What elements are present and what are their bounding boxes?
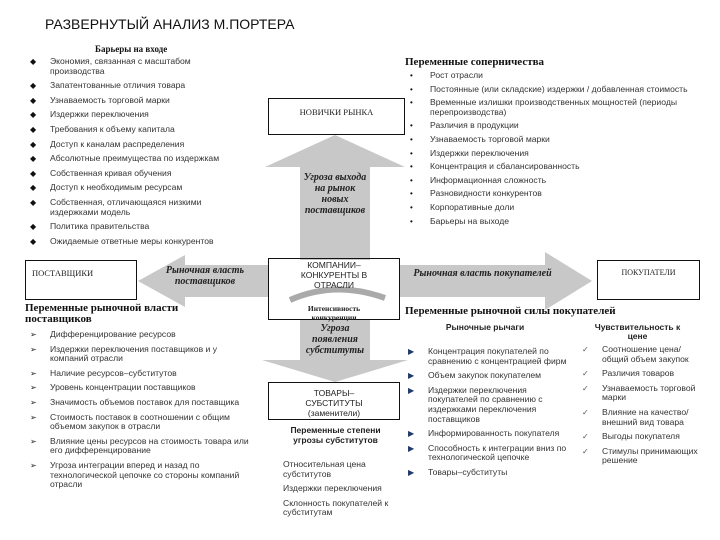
bullet-icon: ➢ — [30, 344, 37, 354]
list-item-text: Влияние цены ресурсов на стоимость товара или его дифференцирование — [50, 435, 249, 456]
barriers-list — [30, 57, 245, 251]
list-item — [30, 383, 250, 393]
list-item — [410, 189, 710, 199]
price-sensitivity-heading: Чувствительность к цене — [594, 322, 681, 341]
list-item — [408, 468, 578, 478]
bullet-icon: ▶ — [408, 467, 415, 477]
bullet-icon: • — [410, 175, 413, 185]
page-title: РАЗВЕРНУТЫЙ АНАЛИЗ М.ПОРТЕРА — [45, 16, 295, 32]
list-item-text: Требования к объему капитала — [50, 123, 175, 134]
entry-arrow-label: Угроза выхода на рынок новых поставщиков — [303, 172, 367, 216]
bullet-icon: ➢ — [30, 368, 37, 378]
levers-list — [408, 347, 578, 483]
suppliers-box: ПОСТАВЩИКИ — [25, 260, 137, 300]
bullet-icon: ◆ — [30, 139, 37, 149]
buyers-box: ПОКУПАТЕЛИ — [597, 260, 700, 300]
bullet-icon: ➢ — [30, 436, 37, 446]
bullet-icon: ◆ — [30, 222, 37, 232]
list-item-text: Разновидности конкурентов — [430, 188, 542, 199]
list-item-text: Различия в продукции — [430, 120, 519, 131]
bullet-icon: ◆ — [30, 57, 37, 66]
list-item — [30, 57, 245, 76]
list-item — [408, 347, 578, 366]
list-item — [410, 149, 710, 159]
list-item — [30, 96, 245, 106]
list-item-text: Угроза интеграции вперед и назад по технологической цепочке со стороны компаний отрасли — [50, 459, 240, 490]
list-item — [582, 447, 707, 466]
substitute-vars-list — [283, 460, 393, 523]
list-item — [30, 140, 245, 150]
list-item — [410, 71, 710, 81]
list-item — [408, 386, 578, 424]
supplier-vars-list — [30, 330, 250, 495]
list-item-text: Стимулы принимающих решение — [602, 445, 698, 466]
list-item-text: Ожидаемые ответные меры конкурентов — [50, 235, 214, 246]
list-item — [582, 345, 707, 364]
bullet-icon: ◆ — [30, 183, 37, 193]
bullet-icon: • — [410, 189, 413, 199]
list-item — [410, 85, 710, 95]
bullet-icon: ➢ — [30, 383, 37, 393]
bullet-icon: ➢ — [30, 330, 37, 339]
list-item-text: Доступ к необходимым ресурсам — [50, 182, 183, 193]
bullet-icon: ✓ — [582, 383, 589, 393]
list-item-text: Склонность покупателей к субститутам — [283, 497, 389, 518]
list-item-text: Постоянные (или складские) издержки / добавленная стоимость — [430, 83, 688, 94]
list-item-text: Издержки переключения поставщиков и у компаний отрасли — [50, 343, 218, 364]
list-item-text: Издержки переключения — [50, 109, 149, 120]
bullet-icon: ◆ — [30, 110, 37, 120]
competitors-box — [268, 258, 400, 320]
list-item-text: Наличие ресурсов–субститутов — [50, 367, 177, 378]
bullet-icon: ◆ — [30, 95, 37, 105]
list-item — [410, 176, 710, 186]
list-item — [30, 169, 245, 179]
bullet-icon: ✓ — [582, 432, 589, 442]
list-item — [408, 371, 578, 381]
list-item-text: Относительная цена субститутов — [283, 459, 366, 479]
list-item-text: Экономия, связанная с масштабом производства — [50, 56, 191, 76]
list-item-text: Товары–субституты — [428, 466, 508, 477]
list-item — [30, 369, 250, 379]
list-item-text: Запатентованные отличия товара — [50, 80, 186, 91]
list-item — [582, 369, 707, 379]
list-item — [30, 110, 245, 120]
list-item-text: Абсолютные преимущества по издержкам — [50, 153, 220, 164]
list-item — [30, 237, 245, 247]
bullet-icon: • — [410, 98, 413, 108]
list-item — [30, 461, 250, 490]
bullet-icon: ▶ — [408, 371, 415, 381]
list-item-text: Соотношение цена/общий объем закупок — [602, 344, 689, 364]
list-item — [410, 121, 710, 131]
competitors-label: КОМПАНИИ–КОНКУРЕНТЫ В ОТРАСЛИ — [300, 260, 368, 290]
bullet-icon: ◆ — [30, 236, 37, 246]
list-item-text: Объем закупок покупателем — [428, 370, 542, 381]
list-item-text: Издержки переключения покупателей по сравнению с издержками переключения поставщиков — [428, 384, 543, 424]
bullet-icon: ◆ — [30, 168, 37, 178]
list-item-text: Рост отрасли — [430, 70, 483, 80]
list-item-text: Информированность покупателя — [428, 428, 560, 439]
list-item — [283, 484, 393, 494]
list-item-text: Доступ к каналам распределения — [50, 138, 185, 149]
bullet-icon: ✓ — [582, 407, 589, 417]
bullet-icon: ◆ — [30, 81, 37, 91]
list-item — [30, 125, 245, 135]
list-item-text: Издержки переключения — [283, 483, 382, 494]
bullet-icon: ✓ — [582, 369, 589, 379]
bullet-icon: ✓ — [582, 446, 589, 456]
list-item-text: Корпоративные доли — [430, 201, 515, 212]
suppliers-arrow-label: Рыночная власть поставщиков — [165, 265, 245, 287]
list-item — [30, 330, 250, 340]
bullet-icon: ◆ — [30, 154, 37, 164]
bullet-icon: ➢ — [30, 412, 37, 422]
substitute-vars-heading: Переменные степени угрозы субститутов — [290, 425, 381, 445]
list-item — [408, 444, 578, 463]
list-item-text: Уровень концентрации поставщиков — [50, 382, 196, 393]
bullet-icon: • — [410, 162, 413, 172]
list-item-text: Концентрация и сбалансированность — [430, 161, 580, 172]
bullet-icon: ➢ — [30, 397, 37, 407]
bullet-icon: • — [410, 71, 413, 80]
list-item-text: Собственная, отличающаяся низкими издержками модель — [50, 196, 202, 217]
rivalry-list — [410, 71, 710, 230]
bullet-icon: ➢ — [30, 460, 37, 470]
buyer-vars-heading: Переменные рыночной силы покупателей — [405, 305, 616, 317]
list-item — [410, 217, 710, 227]
list-item-text: Собственная кривая обучения — [50, 167, 172, 178]
substitutes-arrow-label: Угроза появления субституты — [305, 323, 365, 356]
list-item-text: Влияние на качество/ внешний вид товара — [602, 406, 689, 427]
buyers-arrow — [400, 252, 592, 310]
list-item — [30, 198, 245, 217]
list-item — [410, 162, 710, 172]
buyers-arrow-label: Рыночная власть покупателей — [413, 268, 552, 279]
bullet-icon: ◆ — [30, 197, 37, 207]
bullet-icon: • — [410, 202, 413, 212]
list-item — [410, 98, 710, 117]
list-item-text: Узнаваемость торговой марки — [430, 133, 550, 144]
substitutes-box: ТОВАРЫ–СУБСТИТУТЫ (заменители) — [268, 382, 400, 420]
list-item-text: Временные излишки производственных мощностей (периоды перепроизводства) — [430, 97, 678, 117]
list-item-text: Выгоды покупателя — [602, 431, 680, 442]
newcomers-box: НОВИЧКИ РЫНКА — [268, 98, 405, 135]
rivalry-heading: Переменные соперничества — [405, 56, 545, 68]
list-item — [582, 384, 707, 403]
list-item-text: Различия товаров — [602, 368, 675, 379]
list-item — [408, 429, 578, 439]
list-item-text: Дифференцирование ресурсов — [50, 329, 176, 339]
bullet-icon: • — [410, 134, 413, 144]
list-item — [582, 432, 707, 442]
bullet-icon: • — [410, 216, 413, 226]
bullet-icon: ✓ — [582, 345, 589, 354]
bullet-icon: • — [410, 121, 413, 131]
bullet-icon: ▶ — [408, 443, 415, 453]
bullet-icon: ▶ — [408, 385, 415, 395]
list-item — [30, 413, 250, 432]
list-item-text: Узнаваемость торговой марки — [602, 382, 696, 403]
list-item — [283, 499, 393, 518]
list-item — [30, 345, 250, 364]
levers-heading: Рыночные рычаги — [445, 322, 525, 332]
list-item — [410, 135, 710, 145]
bullet-icon: ◆ — [30, 124, 37, 134]
list-item — [283, 460, 393, 479]
list-item — [30, 222, 245, 232]
list-item — [30, 398, 250, 408]
list-item-text: Значимость объемов поставок для поставщика — [50, 396, 240, 407]
bullet-icon: • — [410, 148, 413, 158]
list-item — [30, 183, 245, 193]
bullet-icon: ▶ — [408, 347, 415, 356]
barriers-heading: Барьеры на входе — [95, 44, 168, 54]
list-item-text: Информационная сложность — [430, 174, 547, 185]
list-item-text: Политика правительства — [50, 221, 150, 232]
list-item — [410, 203, 710, 213]
price-sensitivity-list — [582, 345, 707, 471]
intensity-label: Интенсивность конкуренции — [307, 304, 361, 322]
list-item — [582, 408, 707, 427]
list-item-text: Стоимость поставок в соотношении с общим объемом закупок в отрасли — [50, 411, 230, 432]
list-item-text: Концентрация покупателей по сравнению с концентрацией фирм — [428, 346, 567, 366]
list-item-text: Способность к интеграции вниз по технологической цепочке — [428, 442, 567, 463]
supplier-vars-heading: Переменные рыночной власти поставщиков — [25, 302, 179, 325]
bullet-icon: ▶ — [408, 429, 415, 439]
list-item — [30, 81, 245, 91]
list-item-text: Узнаваемость торговой марки — [50, 94, 170, 105]
list-item — [30, 154, 245, 164]
list-item-text: Барьеры на выходе — [430, 215, 510, 226]
list-item-text: Издержки переключения — [430, 147, 529, 158]
list-item — [30, 437, 250, 456]
bullet-icon: • — [410, 84, 413, 94]
